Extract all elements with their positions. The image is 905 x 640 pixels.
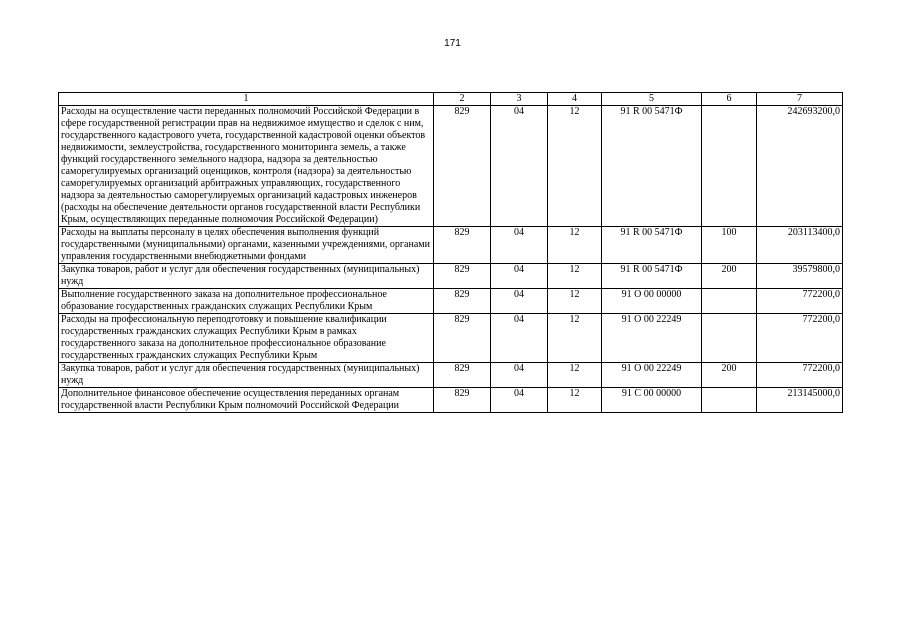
row-section-code: 04	[491, 388, 548, 413]
row-name: Расходы на осуществление части переданных полномочий Российской Федерации в сфере государственной регистрации прав на недвижимое имущество и сделок с ним, государственного кадастрового учета, государственной кадастровой оценки объектов недвижимости, землеустройства, государственного мониторинга земель, а также функций государственного земельного надзора, надзора за деятельностью саморегулируемых организаций оценщиков, контроля (надзора) за деятельностью саморегулируемых организаций арбитражных управляющих, государственного надзора за деятельностью саморегулируемых организаций кадастровых инженеров (расходы на обеспечение деятельности органов государственной власти Республики Крым, осуществляющих переданные полномочия Российской Федерации)	[59, 106, 434, 227]
table-row	[59, 289, 843, 314]
row-name: Дополнительное финансовое обеспечение осуществления переданных органам государственной власти Республики Крым полномочий Российской Федерации	[59, 388, 434, 413]
table-row	[59, 264, 843, 289]
budget-table	[58, 92, 843, 413]
row-amount: 772200,0	[757, 314, 843, 363]
row-name: Расходы на профессиональную переподготовку и повышение квалификации государственных гражданских служащих Республики Крым в рамках государственного заказа на дополнительное профессиональное образование государственных гражданских служащих Республики Крым	[59, 314, 434, 363]
row-name: Закупка товаров, работ и услуг для обеспечения государственных (муниципальных) нужд	[59, 363, 434, 388]
row-expense-type: 200	[702, 264, 757, 289]
row-amount: 772200,0	[757, 289, 843, 314]
table-row	[59, 227, 843, 264]
row-ministry-code: 829	[434, 264, 491, 289]
row-ministry-code: 829	[434, 314, 491, 363]
row-subsection-code: 12	[548, 314, 602, 363]
row-section-code: 04	[491, 264, 548, 289]
row-target-article: 91 С 00 00000	[602, 388, 702, 413]
row-section-code: 04	[491, 363, 548, 388]
row-amount: 772200,0	[757, 363, 843, 388]
row-amount: 39579800,0	[757, 264, 843, 289]
row-target-article: 91 R 00 5471Ф	[602, 227, 702, 264]
row-subsection-code: 12	[548, 227, 602, 264]
row-amount: 242693200,0	[757, 106, 843, 227]
table-row	[59, 388, 843, 413]
header-cell-6: 6	[702, 93, 757, 106]
row-ministry-code: 829	[434, 227, 491, 264]
header-cell-2: 2	[434, 93, 491, 106]
header-cell-1: 1	[59, 93, 434, 106]
header-cell-3: 3	[491, 93, 548, 106]
row-ministry-code: 829	[434, 289, 491, 314]
row-ministry-code: 829	[434, 363, 491, 388]
page-number: 171	[444, 38, 461, 49]
row-section-code: 04	[491, 289, 548, 314]
row-amount: 213145000,0	[757, 388, 843, 413]
row-expense-type	[702, 289, 757, 314]
header-row	[59, 93, 843, 106]
row-name: Расходы на выплаты персоналу в целях обеспечения выполнения функций государственными (муниципальными) органами, казенными учреждениями, органами управления государственными внебюджетными фондами	[59, 227, 434, 264]
row-section-code: 04	[491, 106, 548, 227]
row-amount: 203113400,0	[757, 227, 843, 264]
header-cell-7: 7	[757, 93, 843, 106]
row-section-code: 04	[491, 314, 548, 363]
row-expense-type	[702, 314, 757, 363]
row-section-code: 04	[491, 227, 548, 264]
row-subsection-code: 12	[548, 106, 602, 227]
row-target-article: 91 R 00 5471Ф	[602, 264, 702, 289]
row-name: Закупка товаров, работ и услуг для обеспечения государственных (муниципальных) нужд	[59, 264, 434, 289]
table-row	[59, 363, 843, 388]
row-subsection-code: 12	[548, 289, 602, 314]
row-expense-type	[702, 388, 757, 413]
row-target-article: 91 О 00 22249	[602, 363, 702, 388]
row-subsection-code: 12	[548, 388, 602, 413]
row-expense-type: 200	[702, 363, 757, 388]
table-row	[59, 106, 843, 227]
row-ministry-code: 829	[434, 106, 491, 227]
row-ministry-code: 829	[434, 388, 491, 413]
row-target-article: 91 О 00 22249	[602, 314, 702, 363]
header-cell-4: 4	[548, 93, 602, 106]
row-target-article: 91 R 00 5471Ф	[602, 106, 702, 227]
table-row	[59, 314, 843, 363]
row-expense-type: 100	[702, 227, 757, 264]
row-target-article: 91 О 00 00000	[602, 289, 702, 314]
row-subsection-code: 12	[548, 363, 602, 388]
row-expense-type	[702, 106, 757, 227]
header-cell-5: 5	[602, 93, 702, 106]
row-name: Выполнение государственного заказа на дополнительное профессиональное образование государственных гражданских служащих Республики Крым	[59, 289, 434, 314]
row-subsection-code: 12	[548, 264, 602, 289]
